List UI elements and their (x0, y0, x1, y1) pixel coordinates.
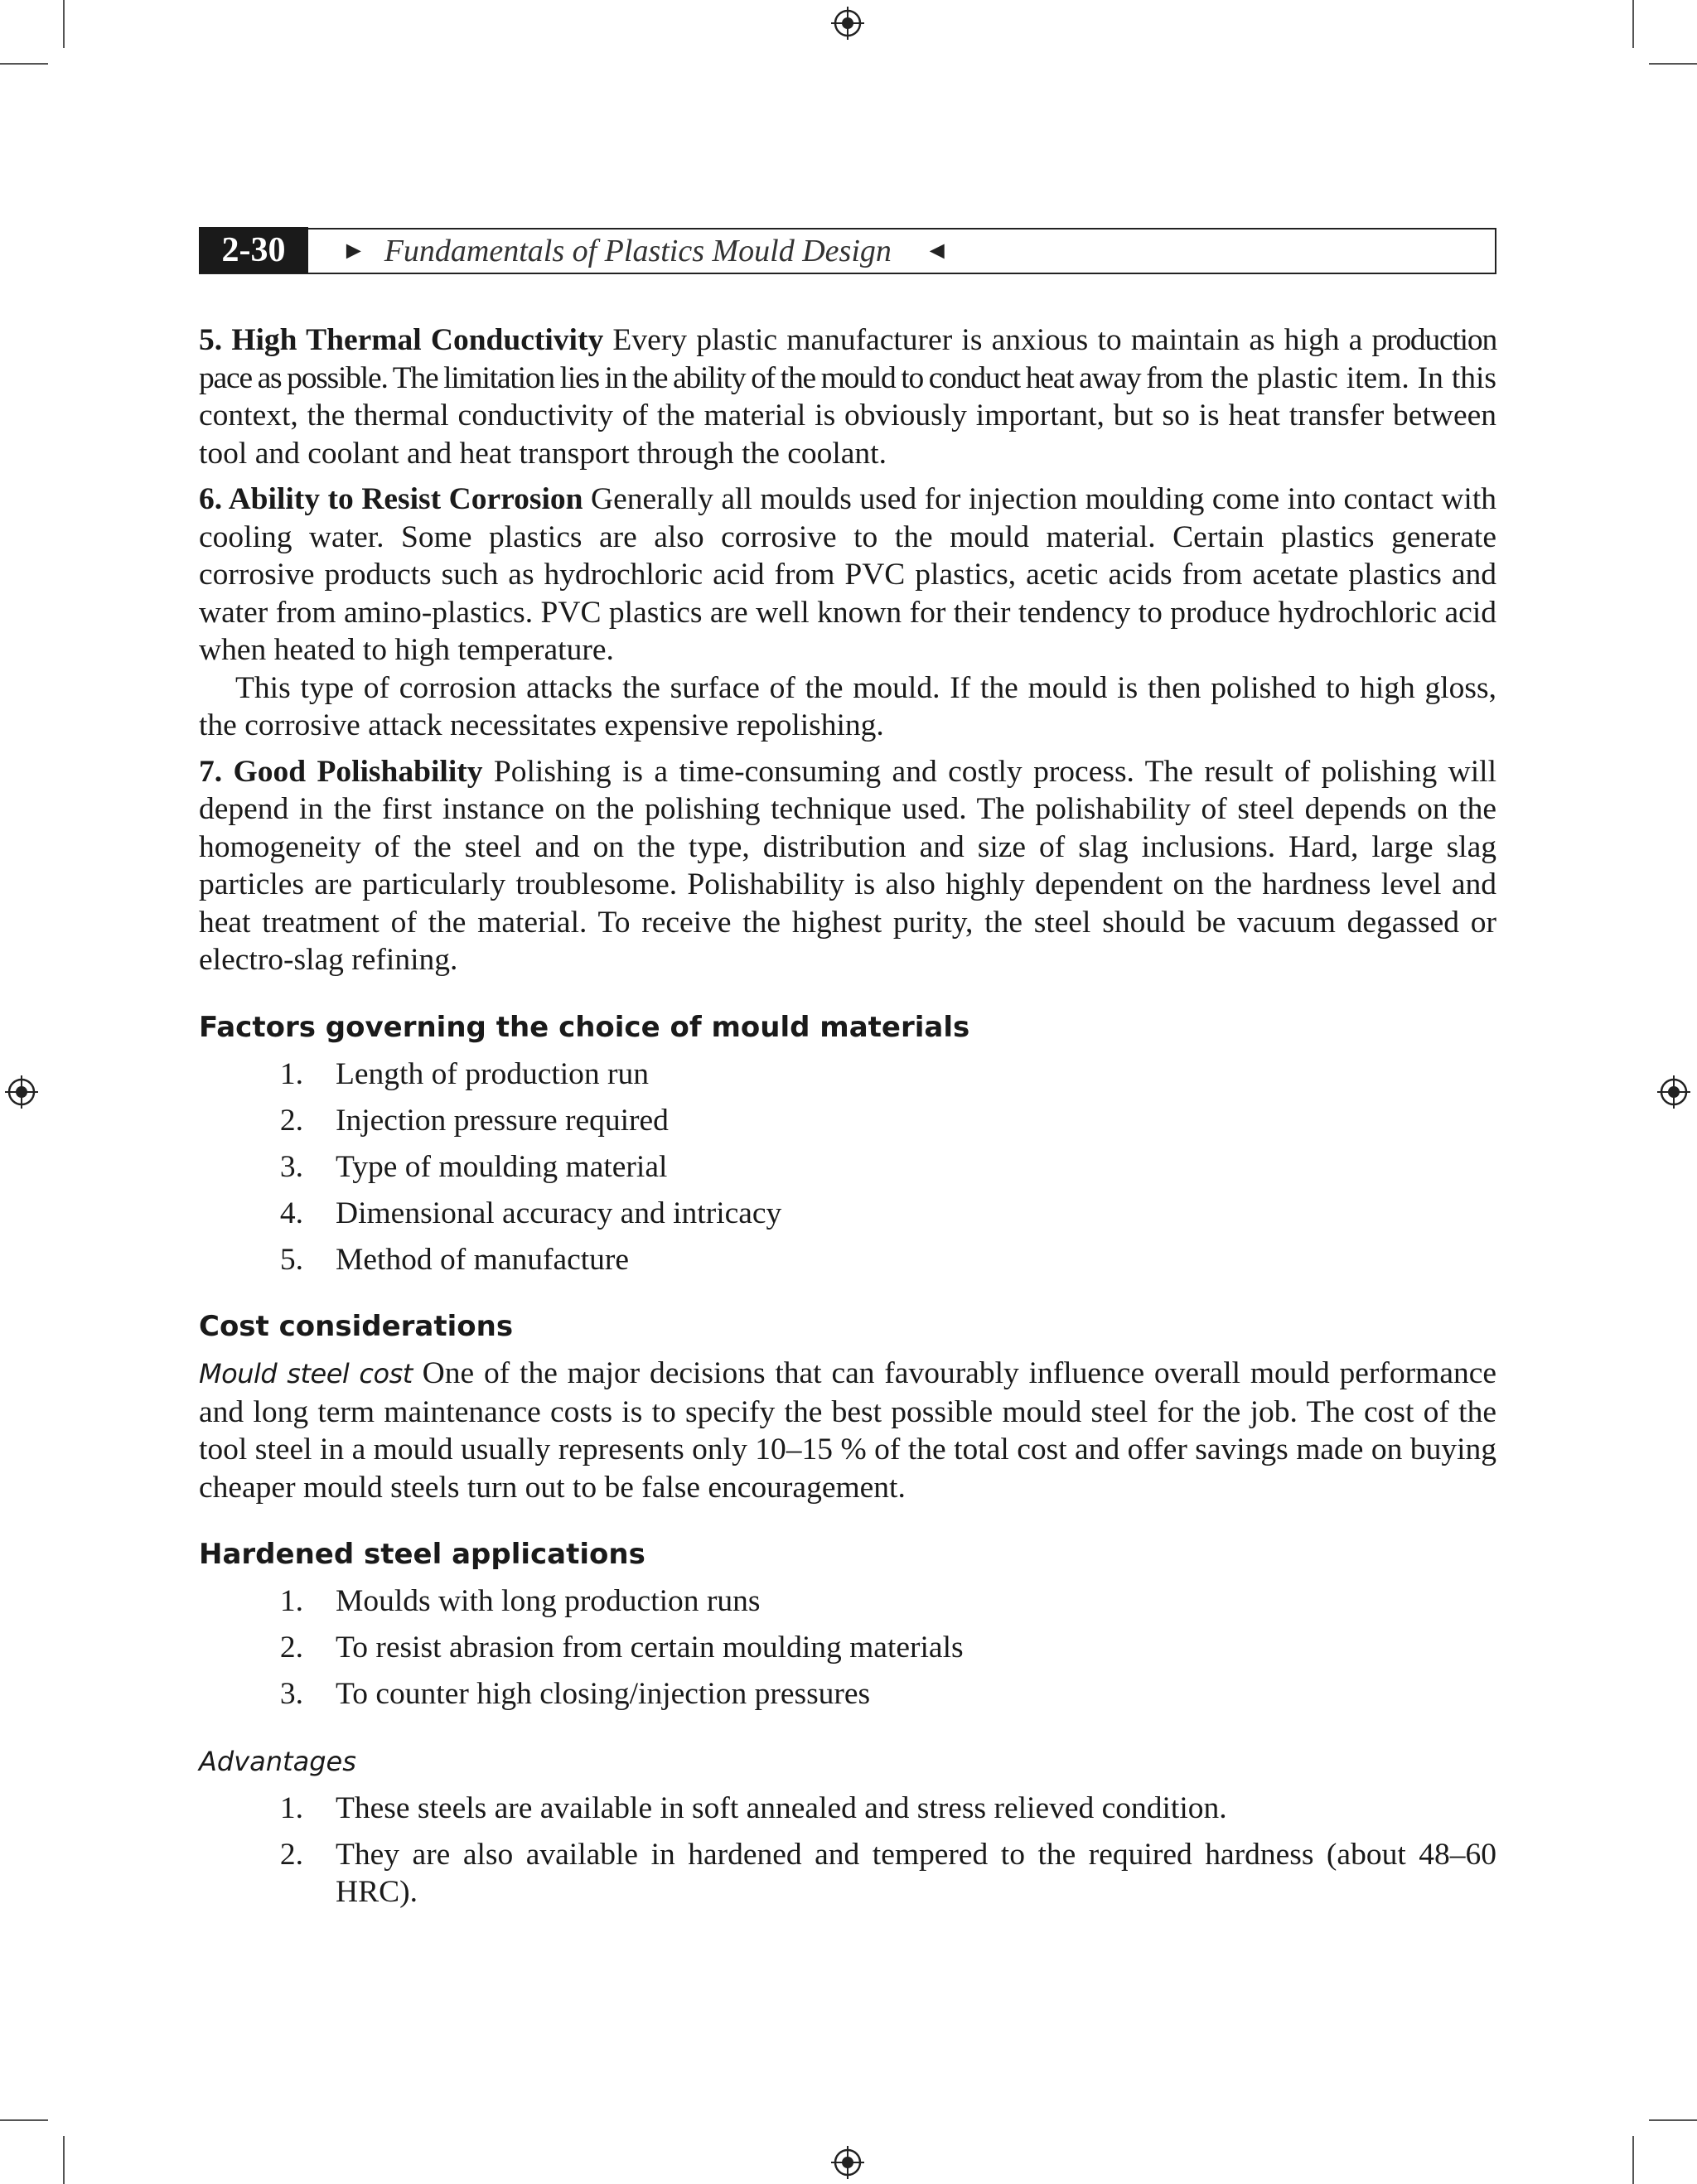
section-title-factors: Factors governing the choice of mould materials (199, 1010, 970, 1044)
arrow-right-icon: ► (341, 237, 366, 264)
list-number: 4. (279, 1196, 303, 1230)
list-number: 2. (279, 1631, 303, 1665)
crop-mark (1649, 2119, 1697, 2121)
crop-mark (1649, 63, 1697, 65)
list-number: 3. (279, 1677, 303, 1711)
page-number: 2-30 (199, 227, 308, 273)
hardened-list (199, 1582, 1496, 1713)
list-item (199, 1675, 1496, 1713)
registration-mark-icon (5, 1075, 38, 1109)
paragraph-text: One of the major decisions that can favourably influence overall mould performance and long term maintenance costs is to specify the best possible mould steel for the job. The cost of the tool steel in a mould usually represents only 10–15 % of the total cost and offer savings made on buying cheaper mould steels turn out to be false encouragement. (199, 1356, 1496, 1505)
paragraph-lead: 5. High Thermal Conductivity (199, 323, 604, 357)
section-title-cost: Cost considerations (199, 1310, 514, 1343)
list-item (199, 1241, 1496, 1279)
crop-mark (63, 0, 65, 48)
paragraph-corrosion-continued (199, 669, 1496, 745)
list-number: 3. (279, 1149, 303, 1184)
factors-list (199, 1056, 1496, 1279)
paragraph-text: This type of corrosion attacks the surface of the mould. If the mould is then polished to high gloss, the corrosive attack necessitates expensive repolishing. (199, 670, 1496, 742)
paragraph-text: Every plastic manufacturer is anxious to maintain as high a (603, 323, 1363, 357)
registration-mark-icon (831, 7, 864, 40)
section-title-hardened: Hardened steel applications (199, 1538, 645, 1571)
paragraph-text: Generally all moulds used for injection moulding come into contact with cooling water. Some plastics are also corrosive to the mould material. Certain plastics generate corrosive products such as hydrochloric acid from PVC plastics, acetic acids from acetate plastics and water from amino-plastics. PVC plastics are well known for their tendency to produce hydrochloric acid when heated to high temperature. (199, 482, 1496, 667)
list-item (199, 1148, 1496, 1186)
list-number: 1. (279, 1790, 303, 1825)
list-item (199, 1102, 1496, 1140)
paragraph-lead: 7. Good Polishability (199, 754, 483, 789)
registration-mark-icon (1657, 1075, 1690, 1109)
paragraph-lead: 6. Ability to Resist Corrosion (199, 482, 583, 516)
list-text: These steels are available in soft annealed and stress relieved condition. (336, 1790, 1227, 1825)
paragraph-text: production pace as possible. The limitation lies in the ability of the mould to conduct heat away from (199, 323, 1497, 395)
list-item (199, 1582, 1496, 1621)
paragraph-text: Polishing is a time-consuming and costly process. The result of polishing will depend in the first instance on the polishing technique used. The polishability of steel depends on the homogeneity of the steel and on the type, distribution and size of slag inclusions. Hard, large slag particles are particularly troublesome. Polishability is also highly dependent on the hardness level and heat treatment of the material. To receive the highest purity, the steel should be vacuum degassed or electro-slag refining. (199, 754, 1496, 977)
crop-mark (0, 63, 48, 65)
list-number: 2. (279, 1103, 303, 1138)
list-number: 2. (279, 1837, 303, 1872)
list-item (199, 1195, 1496, 1233)
paragraph-text: the plastic item. In this context, the thermal conductivity of the material is obviously important, but so is heat transfer between tool and coolant and heat transport through the coolant. (199, 360, 1497, 471)
crop-mark (0, 2119, 48, 2121)
registration-mark-icon (831, 2146, 864, 2179)
paragraph-mould-steel-cost (199, 1355, 1496, 1506)
arrow-left-icon: ◄ (924, 237, 950, 264)
list-text: Injection pressure required (336, 1103, 669, 1138)
book-title: Fundamentals of Plastics Mould Design (384, 234, 892, 268)
subheading-advantages: Advantages (199, 1745, 356, 1777)
crop-mark (1632, 0, 1634, 48)
paragraph-corrosion (199, 481, 1496, 669)
crop-mark (1632, 2136, 1634, 2184)
page-body (199, 321, 1496, 1920)
running-header (199, 228, 1496, 274)
list-text: Type of moulding material (336, 1149, 668, 1184)
list-number: 1. (279, 1584, 303, 1618)
list-text: They are also available in hardened and tempered to the required hardness (about 48–60 HRC). (336, 1837, 1496, 1909)
paragraph-lead: Mould steel cost (199, 1358, 413, 1389)
list-item (199, 1790, 1496, 1828)
paragraph-polishability (199, 753, 1496, 979)
list-number: 5. (279, 1242, 303, 1277)
list-text: Moulds with long production runs (336, 1584, 761, 1618)
list-text: To counter high closing/injection pressures (336, 1677, 871, 1711)
list-text: Dimensional accuracy and intricacy (336, 1196, 782, 1230)
list-text: To resist abrasion from certain moulding materials (336, 1631, 964, 1665)
crop-mark (63, 2136, 65, 2184)
list-item (199, 1629, 1496, 1667)
list-item (199, 1836, 1496, 1911)
paragraph-thermal-conductivity (199, 321, 1496, 472)
advantages-list (199, 1790, 1496, 1911)
list-item (199, 1056, 1496, 1094)
list-number: 1. (279, 1056, 303, 1091)
list-text: Method of manufacture (336, 1242, 630, 1277)
list-text: Length of production run (336, 1056, 650, 1091)
